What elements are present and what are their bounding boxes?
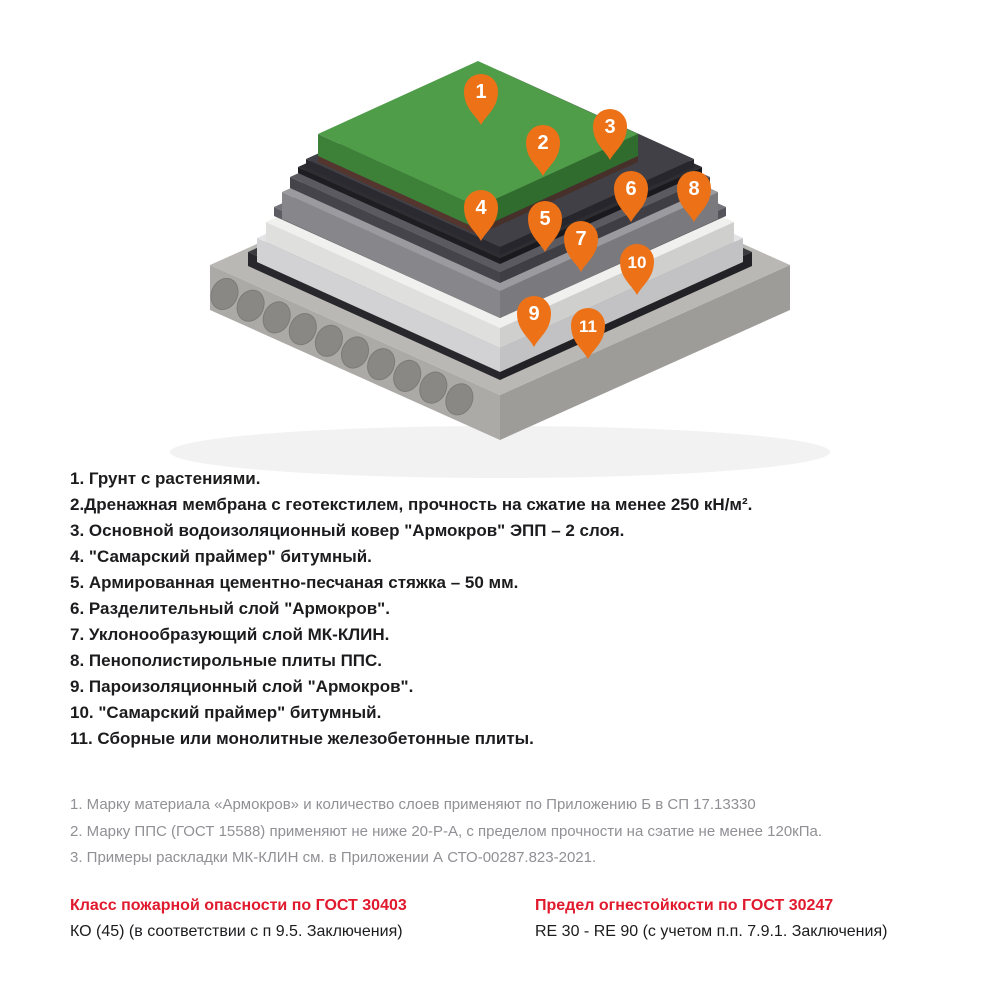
fire-resistance-spec bbox=[535, 896, 955, 941]
footnote-item: 2. Марку ППС (ГОСТ 15588) применяют не ниже 20-Р-А, с пределом прочности на сэатие не менее 120кПа. bbox=[70, 822, 823, 840]
fire-resistance-value: RE 30 - RE 90 (с учетом п.п. 7.9.1. Заключения) bbox=[535, 923, 888, 940]
fire-hazard-title: Класс пожарной опасности по ГОСТ 30403 bbox=[70, 897, 407, 914]
pin-number: 3 bbox=[604, 116, 616, 138]
legend-item: 9. Пароизоляционный слой "Армокров". bbox=[70, 677, 414, 696]
legend-item: 1. Грунт с растениями. bbox=[70, 469, 261, 488]
pin-number: 11 bbox=[579, 317, 597, 336]
fire-resistance-title: Предел огнестойкости по ГОСТ 30247 bbox=[535, 897, 834, 914]
legend-item: 5. Армированная цементно-песчаная стяжка – 50 мм. bbox=[70, 573, 519, 592]
legend-item: 6. Разделительный слой "Армокров". bbox=[70, 599, 390, 618]
legend-item: 3. Основной водоизоляционный ковер "Армокров" ЭПП – 2 слоя. bbox=[70, 521, 625, 540]
pin-number: 10 bbox=[627, 253, 647, 272]
legend-item: 2.Дренажная мембрана с геотекстилем, прочность на сжатие на менее 250 кН/м². bbox=[70, 495, 753, 514]
pin-number: 7 bbox=[575, 228, 587, 250]
fire-hazard-value: КО (45) (в соответствии с п 9.5. Заключения) bbox=[70, 923, 403, 940]
footnote-item: 3. Примеры раскладки МК-КЛИН см. в Приложении А СТО-00287.823-2021. bbox=[70, 849, 597, 866]
pin-number: 9 bbox=[528, 303, 540, 325]
pin-number: 2 bbox=[537, 132, 549, 154]
pin-number: 8 bbox=[688, 178, 700, 200]
legend-item: 4. "Самарский праймер" битумный. bbox=[70, 547, 372, 566]
pin-number: 6 bbox=[625, 178, 637, 200]
fire-hazard-spec bbox=[70, 896, 490, 941]
footnotes bbox=[70, 792, 890, 872]
legend-item: 7. Уклонообразующий слой МК-КЛИН. bbox=[70, 625, 390, 644]
roof-layers-illustration bbox=[100, 40, 900, 500]
legend-item: 11. Сборные или монолитные железобетонные плиты. bbox=[70, 729, 534, 748]
pin-number: 1 bbox=[475, 81, 487, 103]
legend-item: 10. "Самарский праймер" битумный. bbox=[70, 703, 382, 722]
pin-number: 5 bbox=[539, 208, 551, 230]
legend-item: 8. Пенополистирольные плиты ППС. bbox=[70, 651, 383, 670]
pin-number: 4 bbox=[475, 197, 487, 219]
footnote-item: 1. Марку материала «Армокров» и количество слоев применяют по Приложению Б в СП 17.13330 bbox=[70, 796, 756, 813]
layers-legend bbox=[70, 466, 870, 752]
